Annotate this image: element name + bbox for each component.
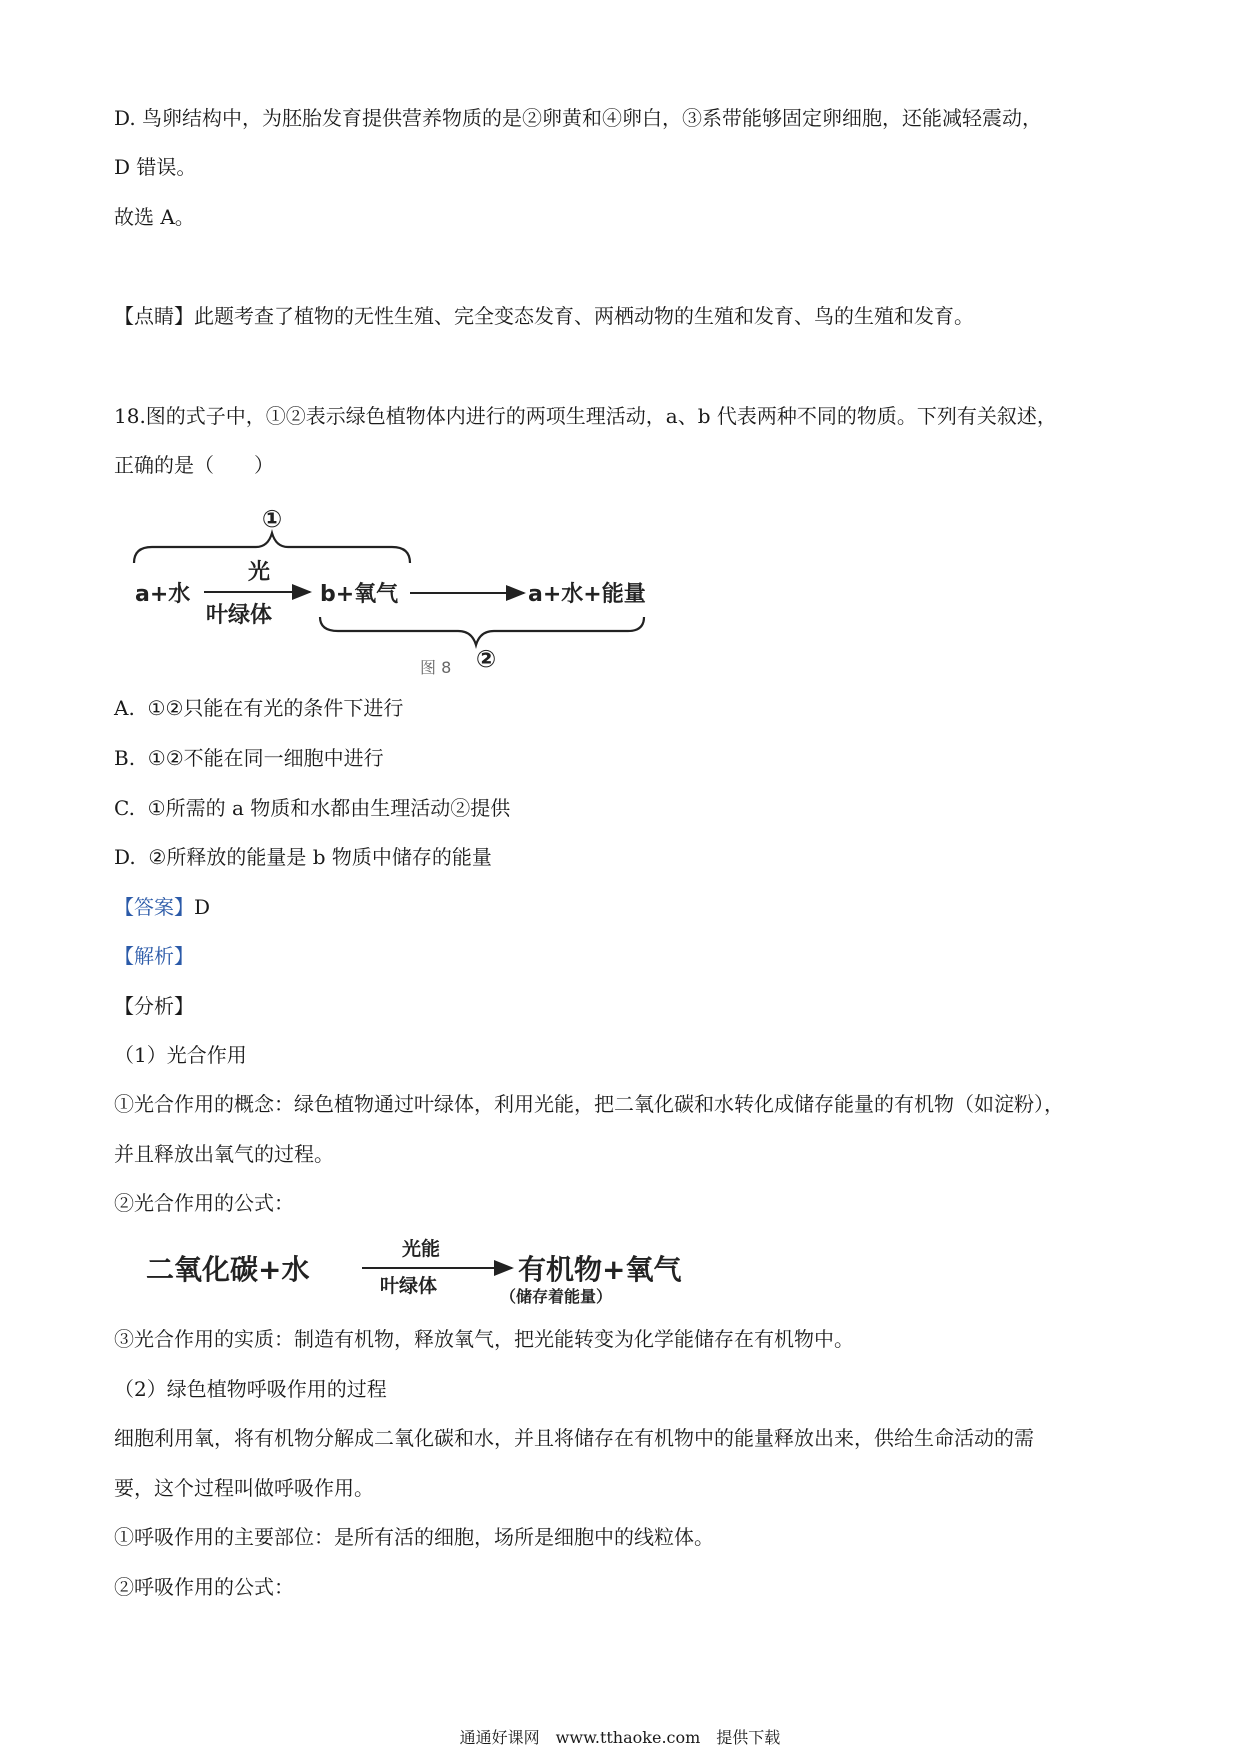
respiration-definition-line2: 要，这个过程叫做呼吸作用。 [114,1476,374,1500]
process-2-brace [320,617,644,645]
formula-products: 有机物+氧气 [518,1253,682,1286]
process-1-brace [134,533,410,563]
respiration-definition-line1: 细胞利用氧，将有机物分解成二氧化碳和水，并且将储存在有机物中的能量释放出来，供给生命活动的需 [114,1426,1034,1450]
option-d-letter: D. [114,845,136,869]
photosynthesis-formula-label: ②光合作用的公式： [114,1191,294,1215]
option-c [114,794,510,822]
question-18-line1: 18.图的式子中，①②表示绿色植物体内进行的两项生理活动，a、b 代表两种不同的物质。下列有关叙述， [114,404,1057,428]
answer-value: D [194,895,211,919]
photosynthesis-concept-line2: 并且释放出氧气的过程。 [114,1142,334,1166]
right-products: a+水+能量 [528,582,646,607]
option-a [114,694,403,722]
option-c-letter: C. [114,796,135,820]
formula-condition-chloroplast: 叶绿体 [380,1275,438,1297]
condition-chloroplast: 叶绿体 [206,603,273,628]
left-reactants: a+水 [135,582,191,607]
option-b [114,744,384,772]
answer-tag: 【答案】 [114,895,194,919]
option-b-text: ①②不能在同一细胞中进行 [147,746,384,770]
condition-light: 光 [248,560,271,585]
page-footer: 通通好课网 www.tthaoke.com 提供下载 [459,1728,781,1747]
fenxi-tag: 【分析】 [114,994,194,1018]
option-d-explanation-line1: D. 鸟卵结构中，为胚胎发育提供营养物质的是②卵黄和④卵白，③系带能够固定卵细胞，还能减轻震动， [114,106,1043,130]
photosynthesis-concept-line1: ①光合作用的概念：绿色植物通过叶绿体，利用光能，把二氧化碳和水转化成储存能量的有机物（如淀粉）， [114,1092,1064,1116]
option-d-text: ②所释放的能量是 b 物质中储存的能量 [148,845,492,869]
formula-condition-light: 光能 [402,1238,441,1260]
photosynthesis-essence: ③光合作用的实质：制造有机物，释放氧气，把光能转变为化学能储存在有机物中。 [114,1327,854,1351]
section-2-title: （2）绿色植物呼吸作用的过程 [114,1377,387,1401]
process-1-label: ① [261,505,283,533]
answer-line [114,893,210,921]
choose-answer: 故选 A。 [114,205,195,229]
option-c-text: ①所需的 a 物质和水都由生理活动②提供 [147,796,511,820]
figure-caption: 图 8 [420,658,452,675]
respiration-site: ①呼吸作用的主要部位：是所有活的细胞，场所是细胞中的线粒体。 [114,1525,714,1549]
option-b-letter: B. [114,746,136,770]
question-18-line2: 正确的是（ ） [114,453,274,477]
reaction-diagram-figure [120,495,680,675]
option-d [114,843,492,871]
section-1-title: （1）光合作用 [114,1043,247,1067]
photosynthesis-formula-figure [140,1232,750,1306]
formula-energy-note: （储存着能量） [500,1287,613,1306]
middle-products: b+氧气 [320,582,399,607]
analysis-tag: 【解析】 [114,944,194,968]
formula-reactants: 二氧化碳+水 [146,1253,310,1286]
respiration-formula-label: ②呼吸作用的公式： [114,1575,294,1599]
dianjing-note: 【点睛】此题考查了植物的无性生殖、完全变态发育、两栖动物的生殖和发育、鸟的生殖和发育。 [114,304,974,328]
option-a-text: ①②只能在有光的条件下进行 [147,696,404,720]
option-a-letter: A. [114,696,135,720]
process-2-label: ② [475,645,497,673]
option-d-explanation-line2: D 错误。 [114,155,197,179]
